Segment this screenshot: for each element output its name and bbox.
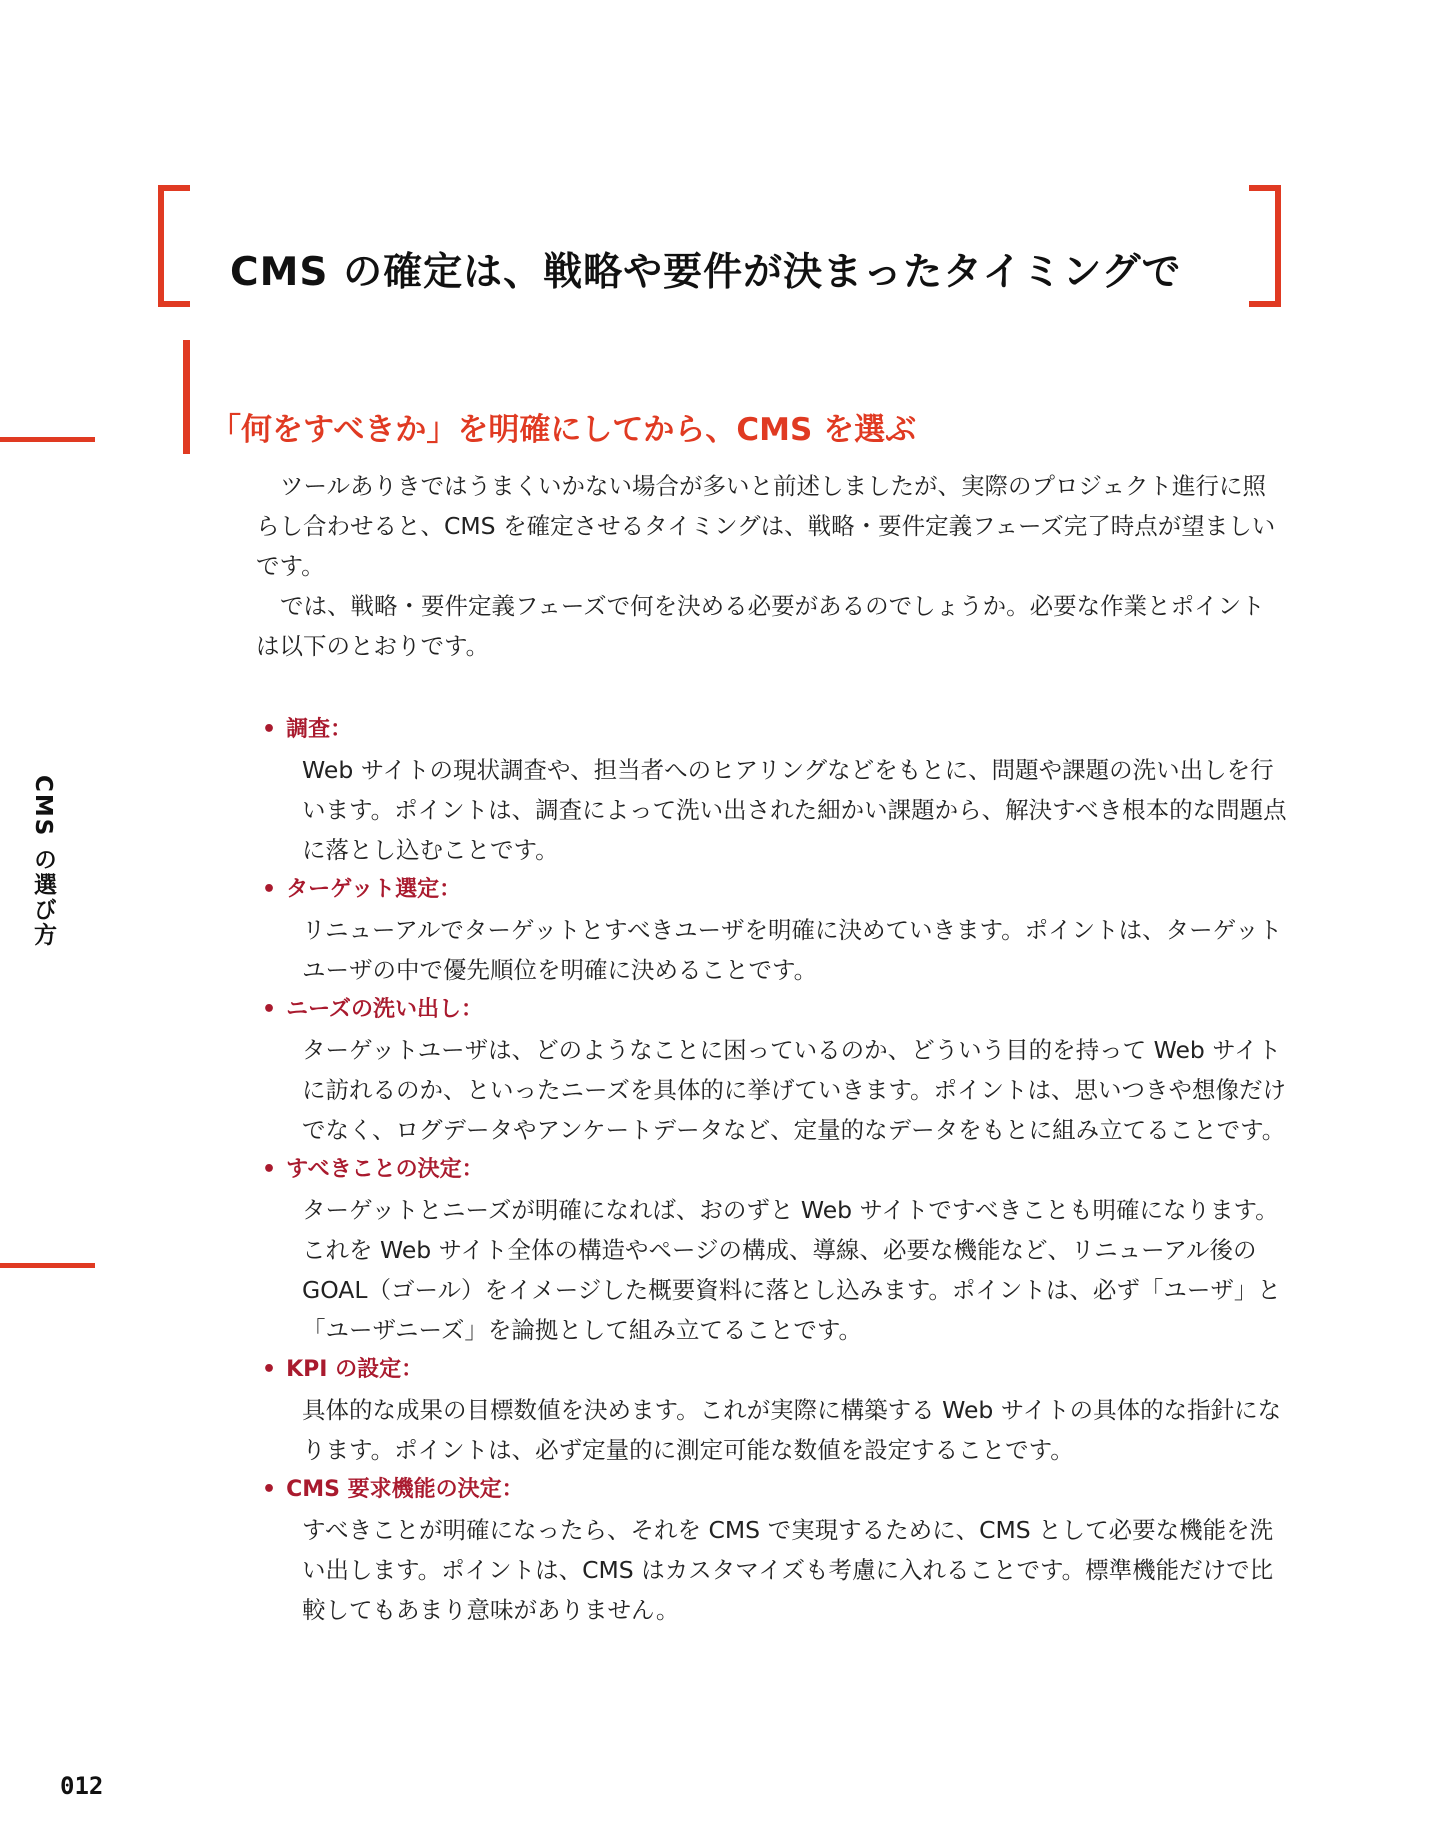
page-title: CMS の確定は、戦略や要件が決まったタイミングで xyxy=(230,250,1182,296)
bullet-icon: • xyxy=(262,997,277,1022)
chapter-side-label: CMS の選び方 xyxy=(30,775,56,948)
list-item xyxy=(262,1350,1292,1470)
intro-paragraph: ツールありきではうまくいかない場合が多いと前述しましたが、実際のプロジェクト進行に照らし合わせると、CMS を確定させるタイミングは、戦略・要件定義フェーズ完了時点が望ましいです。 xyxy=(256,472,1276,580)
list-item xyxy=(262,990,1292,1150)
bullet-icon: • xyxy=(262,717,277,742)
page-number: 012 xyxy=(60,1772,104,1800)
bullet-icon: • xyxy=(262,1357,277,1382)
subheading-accent-bar xyxy=(183,340,190,454)
bullet-icon: • xyxy=(262,877,277,902)
item-title: ニーズの洗い出し： xyxy=(286,997,483,1022)
item-title: KPI の設定： xyxy=(286,1357,424,1382)
list-item xyxy=(262,1470,1292,1630)
item-body: リニューアルでターゲットとすべきユーザを明確に決めていきます。ポイントは、ターゲットユーザの中で優先順位を明確に決めることです。 xyxy=(302,916,1283,984)
item-body: 具体的な成果の目標数値を決めます。これが実際に構築する Web サイトの具体的な指針になります。ポイントは、必ず定量的に測定可能な数値を設定することです。 xyxy=(302,1396,1282,1464)
section-heading: 「何をすべきか」を明確にしてから、CMS を選ぶ xyxy=(210,411,917,448)
task-list xyxy=(262,710,1292,1630)
bullet-icon: • xyxy=(262,1477,277,1502)
list-item xyxy=(262,870,1292,990)
side-accent-line-top xyxy=(0,437,95,442)
right-bracket-decoration xyxy=(1249,185,1281,307)
item-title: 調査： xyxy=(286,717,353,742)
left-bracket-decoration xyxy=(158,185,190,307)
item-body: Web サイトの現状調査や、担当者へのヒアリングなどをもとに、問題や課題の洗い出しを行います。ポイントは、調査によって洗い出された細かい課題から、解決すべき根本的な問題点に落とし込むことです。 xyxy=(302,756,1287,864)
bullet-icon: • xyxy=(262,1157,277,1182)
intro-paragraph: では、戦略・要件定義フェーズで何を決める必要があるのでしょうか。必要な作業とポイントは以下のとおりです。 xyxy=(256,592,1265,660)
item-body: ターゲットとニーズが明確になれば、おのずと Web サイトですべきことも明確になります。これを Web サイト全体の構造やページの構成、導線、必要な機能など、リニューアル後の GOAL（ゴール）をイメージした概要資料に落とし込みます。ポイントは、必ず「ユーザ」と「ユーザニーズ」を論拠として組み立てることです。 xyxy=(302,1196,1281,1344)
intro-text xyxy=(256,466,1286,666)
list-item xyxy=(262,710,1292,870)
item-body: すべきことが明確になったら、それを CMS で実現するために、CMS として必要な機能を洗い出します。ポイントは、CMS はカスタマイズも考慮に入れることです。標準機能だけで比較してもあまり意味がありません。 xyxy=(302,1516,1274,1624)
item-title: CMS 要求機能の決定： xyxy=(286,1477,524,1502)
item-title: ターゲット選定： xyxy=(286,877,462,902)
side-accent-line-bottom xyxy=(0,1263,95,1268)
list-item xyxy=(262,1150,1292,1350)
item-title: すべきことの決定： xyxy=(286,1157,484,1182)
item-body: ターゲットユーザは、どのようなことに困っているのか、どういう目的を持って Web サイトに訪れるのか、といったニーズを具体的に挙げていきます。ポイントは、思いつきや想像だけでなく、ログデータやアンケートデータなど、定量的なデータをもとに組み立てることです。 xyxy=(302,1036,1286,1144)
